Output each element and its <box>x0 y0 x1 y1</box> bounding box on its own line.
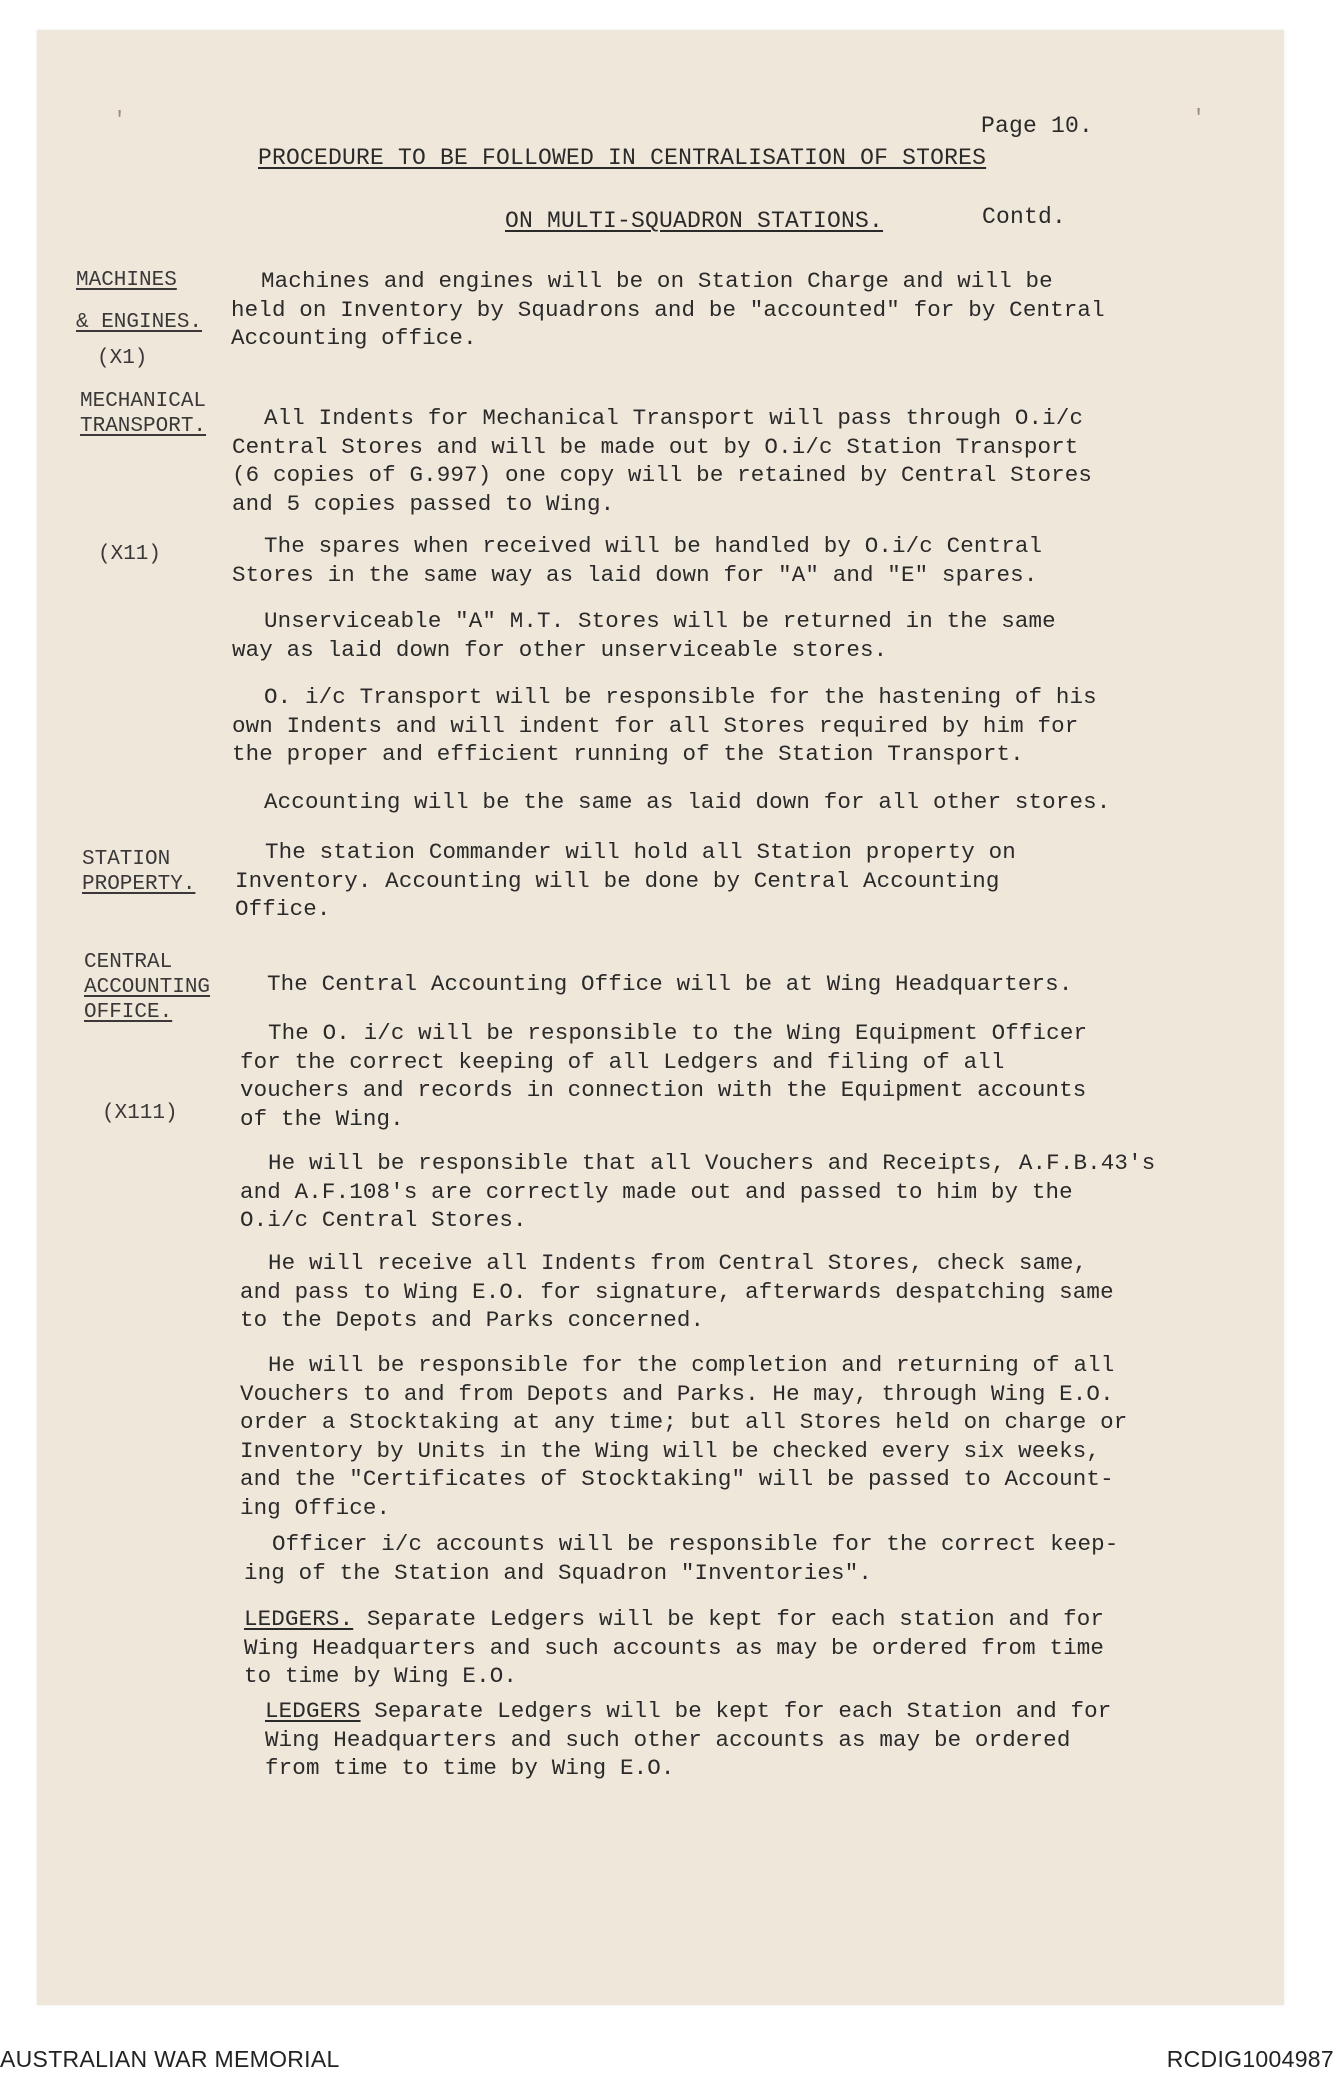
paragraph <box>265 1697 1111 1783</box>
text-line: for the correct keeping of all Ledgers and filing of all <box>240 1048 1005 1075</box>
ledgers-heading: LEDGERS <box>265 1698 361 1724</box>
continued-label: Contd. <box>982 204 1067 230</box>
text-line: Office. <box>235 896 331 922</box>
text-line: The Central Accounting Office will be at Wing Headquarters. <box>267 971 1073 997</box>
text-line: Machines and engines will be on Station Charge and will be <box>261 268 1053 294</box>
margin-heading: OFFICE. <box>84 1001 173 1024</box>
ledgers-heading: LEDGERS. <box>244 1606 354 1632</box>
text-line: way as laid down for other unserviceable stores. <box>232 636 888 663</box>
text-line: Inventory by Units in the Wing will be checked every six weeks, <box>240 1437 1101 1464</box>
paragraph <box>232 683 1097 769</box>
margin-heading: STATION <box>82 848 171 871</box>
margin-heading: ACCOUNTING <box>84 976 211 999</box>
footer-source: AUSTRALIAN WAR MEMORIAL <box>0 2046 340 2072</box>
section-reference: (X111) <box>102 1102 178 1125</box>
document-title: PROCEDURE TO BE FOLLOWED IN CENTRALISATION OF STORES <box>258 145 987 171</box>
paragraph <box>240 1149 1155 1235</box>
paragraph <box>232 404 1092 518</box>
text-line: Accounting will be the same as laid down for all other stores. <box>264 789 1111 815</box>
text-line: Wing Headquarters and such other accounts as may be ordered <box>265 1726 1071 1753</box>
text-line: He will receive all Indents from Central Stores, check same, <box>268 1250 1088 1276</box>
section-reference: (X1) <box>97 347 148 370</box>
text-line: O. i/c Transport will be responsible for the hastening of his <box>264 684 1097 710</box>
text-line: the proper and efficient running of the Station Transport. <box>232 741 1024 767</box>
text-line: of the Wing. <box>240 1105 404 1132</box>
footer-identifier: RCDIG1004987 <box>1166 2046 1334 2072</box>
section-reference: (X11) <box>98 543 162 566</box>
text-line: All Indents for Mechanical Transport will pass through O.i/c <box>264 405 1084 431</box>
text-line: own Indents and will indent for all Stores required by him for <box>232 712 1079 739</box>
text-line: Wing Headquarters and such accounts as may be ordered from time <box>244 1634 1105 1661</box>
paragraph <box>240 1351 1127 1522</box>
text-line: Officer i/c accounts will be responsible for the correct keep- <box>272 1531 1119 1557</box>
margin-heading: TRANSPORT. <box>80 415 207 438</box>
text-line: The station Commander will hold all Station property on <box>265 839 1016 865</box>
text-line <box>244 1605 1104 1634</box>
text-line: from time to time by Wing E.O. <box>265 1755 675 1781</box>
margin-heading: MACHINES <box>76 269 177 292</box>
paragraph <box>232 532 1042 589</box>
paragraph <box>240 1019 1087 1133</box>
margin-heading: PROPERTY. <box>82 873 196 896</box>
text-line: Vouchers to and from Depots and Parks. He may, through Wing E.O. <box>240 1380 1114 1407</box>
text-line: and 5 copies passed to Wing. <box>232 490 615 517</box>
text-line: Inventory. Accounting will be done by Central Accounting <box>235 867 1000 894</box>
paragraph <box>232 607 1056 664</box>
text-line: Stores in the same way as laid down for "A" and "E" spares. <box>232 561 1038 588</box>
text-line: The spares when received will be handled by O.i/c Central <box>264 533 1043 559</box>
text-line: vouchers and records in connection with the Equipment accounts <box>240 1077 1087 1103</box>
margin-heading: MECHANICAL <box>80 390 207 413</box>
paragraph <box>267 970 1072 999</box>
text-line: to time by Wing E.O. <box>244 1663 518 1689</box>
text-fragment: Separate Ledgers will be kept for each Station and for <box>360 1698 1112 1724</box>
punch-mark: ' <box>113 108 127 133</box>
paragraph <box>231 267 1105 353</box>
paragraph <box>235 838 1016 924</box>
text-line: The O. i/c will be responsible to the Wing Equipment Officer <box>268 1020 1088 1046</box>
paragraph <box>240 1249 1114 1335</box>
text-line: held on Inventory by Squadrons and be "accounted" for by Central <box>231 296 1105 323</box>
text-line: (6 copies of G.997) one copy will be retained by Central Stores <box>232 462 1093 488</box>
text-line <box>265 1697 1111 1726</box>
punch-mark: ' <box>1192 106 1206 131</box>
paragraph <box>244 1605 1104 1691</box>
text-line: O.i/c Central Stores. <box>240 1207 527 1233</box>
text-line: Central Stores and will be made out by O.i/c Station Transport <box>232 433 1079 460</box>
text-line: He will be responsible for the completion and returning of all <box>268 1352 1115 1378</box>
page-number: Page 10. <box>981 113 1094 139</box>
text-line: He will be responsible that all Vouchers and Receipts, A.F.B.43's <box>268 1150 1156 1176</box>
text-line: Accounting office. <box>231 325 477 351</box>
margin-heading: & ENGINES. <box>76 311 203 334</box>
text-line: and pass to Wing E.O. for signature, afterwards despatching same <box>240 1278 1114 1305</box>
text-line: ing of the Station and Squadron "Inventories". <box>244 1559 873 1586</box>
paragraph <box>244 1530 1118 1587</box>
text-line: and A.F.108's are correctly made out and passed to him by the <box>240 1178 1073 1205</box>
document-subtitle: ON MULTI-SQUADRON STATIONS. <box>505 208 884 234</box>
text-line: to the Depots and Parks concerned. <box>240 1307 705 1333</box>
text-line: and the "Certificates of Stocktaking" will be passed to Account- <box>240 1466 1114 1492</box>
text-line: ing Office. <box>240 1494 391 1521</box>
text-line: order a Stocktaking at any time; but all Stores held on charge or <box>240 1409 1128 1435</box>
text-line: Unserviceable "A" M.T. Stores will be returned in the same <box>264 608 1056 634</box>
margin-heading: CENTRAL <box>84 951 173 974</box>
text-fragment: Separate Ledgers will be kept for each station and for <box>353 1606 1105 1632</box>
paragraph <box>264 788 1110 817</box>
